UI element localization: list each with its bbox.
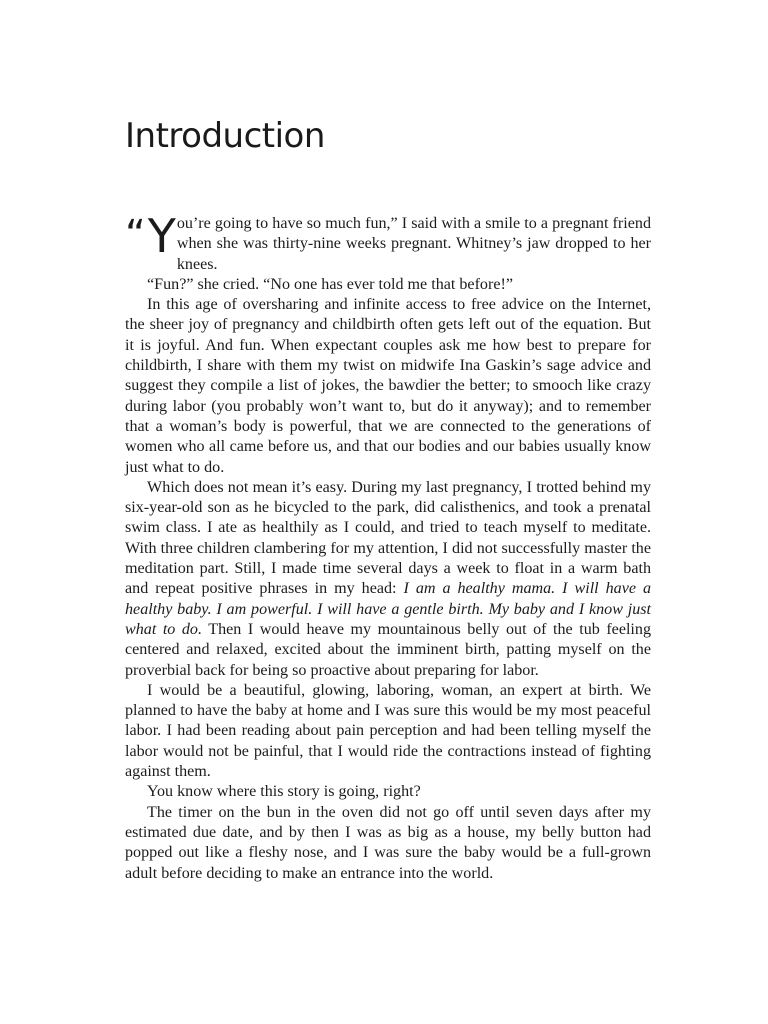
paragraph-3: In this age of oversharing and infinite access to free advice on the Internet, the sheer joy of pregnancy and childbirth often gets left out of the equation. But it is joyful. And fun. When expectant couples ask me how best to prepare for childbirth, I share with them my twist on midwife Ina Gaskin’s sage advice and suggest they compile a list of jokes, the bawdier the better; to smooch like crazy during labor (you probably won’t want to, but do it anyway); and to remember that a woman’s body is powerful, that we are connected to the generations of women who all came before us, and that our bodies and our babies usually know just what to do. bbox=[125, 296, 651, 476]
chapter-title: Introduction bbox=[125, 116, 325, 156]
chapter-body bbox=[125, 209, 652, 884]
paragraph-6: You know where this story is going, right? bbox=[147, 783, 421, 801]
paragraph-4-italic-mantra: I am a healthy mama. I will have a healthy baby. I am powerful. I will have a gentle birth. My baby and I know just what to do. bbox=[125, 580, 651, 638]
paragraph-1 bbox=[125, 209, 651, 275]
drop-cap-letter: Y bbox=[147, 209, 174, 263]
paragraph-4 bbox=[125, 478, 651, 681]
paragraph-4-text-before: Which does not mean it’s easy. During my last pregnancy, I trotted behind my six-year-old son as he bicycled to the park, did calisthenics, and took a prenatal swim class. I ate as healthily as I could, and tried to teach myself to meditate. With three children clambering for my attention, I did not successfully master the meditation part. Still, I made time several days a week to float in a warm bath and repeat positive phrases in my head: bbox=[125, 478, 651, 598]
drop-cap bbox=[125, 209, 174, 263]
paragraph-1-text: ou’re going to have so much fun,” I said with a smile to a pregnant friend when she was thirty-nine weeks pregnant. Whitney’s jaw dropped to her knees. bbox=[176, 215, 651, 273]
drop-cap-quote: “ bbox=[125, 212, 146, 258]
paragraph-5: I would be a beautiful, glowing, laboring, woman, an expert at birth. We planned to have the baby at home and I was sure this would be my most peaceful labor. I had been reading about pain perception and had been telling myself the labor would not be painful, that I would ride the contractions instead of fighting against them. bbox=[125, 681, 651, 781]
paragraph-4-text-after: Then I would heave my mountainous belly out of the tub feeling centered and relaxed, excited about the imminent birth, patting myself on the proverbial back for being so proactive about preparing for labor. bbox=[125, 620, 652, 679]
paragraph-7: The timer on the bun in the oven did not go off until seven days after my estimated due date, and by then I was as big as a house, my belly button had popped out like a fleshy nose, and I was sure the baby would be a full-grown adult before deciding to make an entrance into the world. bbox=[125, 803, 651, 882]
paragraph-2: “Fun?” she cried. “No one has ever told me that before!” bbox=[147, 275, 513, 293]
